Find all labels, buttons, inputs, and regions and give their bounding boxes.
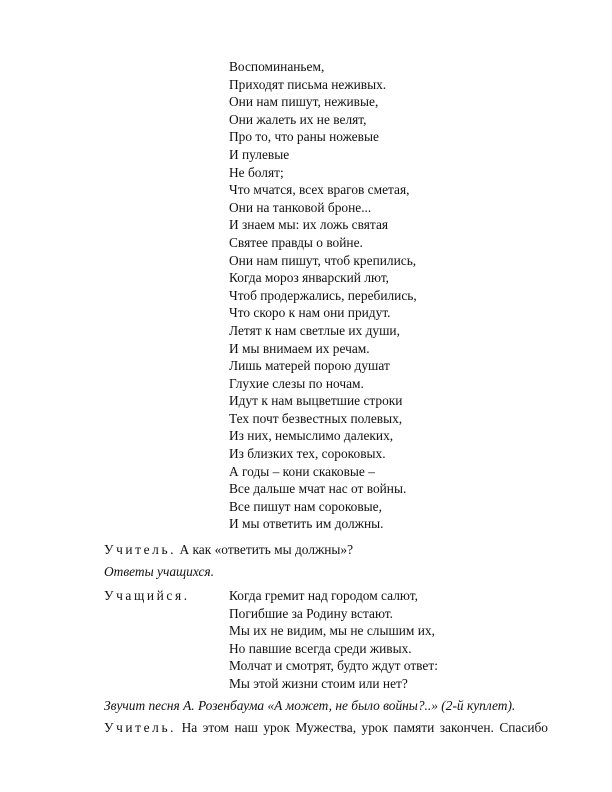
poem-line: Что мчатся, всех врагов сметая,: [229, 182, 410, 198]
poem-line: Глухие слезы по ночам.: [229, 375, 364, 391]
student-poem-line: Мы их не видим, мы не слышим их,: [229, 623, 435, 639]
poem-line: Летят к нам светлые их души,: [229, 322, 400, 338]
poem-line: А годы – кони скаковые –: [229, 463, 375, 479]
speaker-label: Учитель.: [104, 542, 177, 557]
poem-line: Из близких тех, сороковых.: [229, 446, 386, 462]
poem-line: Чтоб продержались, перебились,: [229, 287, 417, 303]
poem-line: Приходят письма неживых.: [229, 76, 387, 92]
poem-line: И знаем мы: их ложь святая: [229, 217, 389, 233]
poem-line: Воспоминаньем,: [229, 59, 325, 74]
student-poem: [229, 587, 529, 693]
poem-line: И мы ответить им должны.: [229, 516, 384, 532]
poem-line: Не болят;: [229, 164, 284, 180]
students-answers-label: Ответы учащихся.: [104, 564, 214, 579]
student-poem-line: Молчат и смотрят, будто ждут ответ:: [229, 658, 438, 674]
poem-line: И мы внимаем их речам.: [229, 340, 370, 356]
poem-line: Идут к нам выцветшие строки: [229, 393, 403, 409]
poem-line: Святее правды о войне.: [229, 234, 363, 250]
student-poem-line: Когда гремит над городом салют,: [229, 588, 418, 603]
poem-block: [229, 58, 529, 533]
teacher-closing-text: На этом наш урок Мужества, урок памяти закончен. Спасибо: [181, 720, 548, 735]
poem-line: Они нам пишут, неживые,: [229, 94, 379, 110]
poem-line: Что скоро к нам они придут.: [229, 305, 391, 321]
poem-line: Про то, что раны ножевые: [229, 129, 379, 145]
speaker-label: Учитель.: [104, 720, 177, 735]
poem-line: Все дальше мчат нас от войны.: [229, 481, 407, 497]
poem-line: Лишь матерей порою душат: [229, 358, 390, 374]
poem-line: Из них, немыслимо далеких,: [229, 428, 394, 444]
poem-line: Тех почт безвестных полевых,: [229, 410, 403, 426]
poem-line: Они на танковой броне...: [229, 199, 372, 215]
poem-line: Они нам пишут, чтоб крепились,: [229, 252, 417, 268]
poem-line: Когда мороз январский лют,: [229, 270, 390, 286]
student-poem-line: Мы этой жизни стоим или нет?: [229, 675, 408, 691]
song-note: Звучит песня А. Розенбаума «А может, не было войны?..» (2-й куплет).: [104, 698, 516, 713]
speaker-label: Учащийся.: [104, 588, 190, 603]
teacher-closing: [104, 719, 548, 737]
poem-line: И пулевые: [229, 146, 290, 162]
poem-line: Все пишут нам сороковые,: [229, 498, 382, 514]
teacher-question: [104, 541, 353, 559]
student-poem-line: Погибшие за Родину встают.: [229, 605, 393, 621]
teacher-question-text: А как «ответить мы должны»?: [179, 542, 354, 557]
student-poem-line: Но павшие всегда среди живых.: [229, 640, 412, 656]
poem-line: Они жалеть их не велят,: [229, 111, 367, 127]
